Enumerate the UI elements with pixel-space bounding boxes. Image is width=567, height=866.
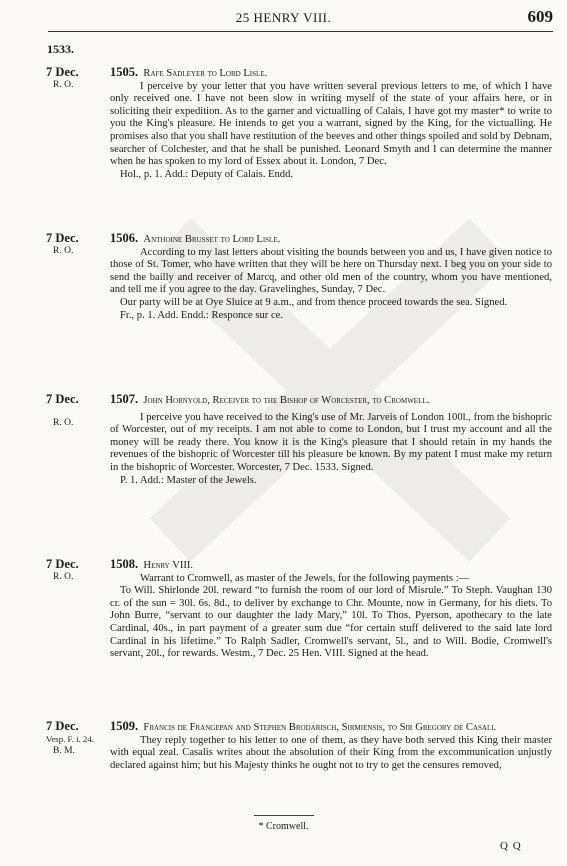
entry-date: 7 Dec. bbox=[46, 719, 79, 733]
entry-margin bbox=[46, 66, 106, 91]
entry-paragraph: They reply together to his letter to one of them, as they have both served this King their master with equal zeal. Casalis writes about the absolution of their King from the excommunication unjustly declared against him; but his Majesty thinks he ought not to try to get the censures removed, bbox=[110, 734, 552, 771]
entry-number: 1507. bbox=[110, 392, 139, 406]
entry-paragraph: Our party will be at Oye Sluice at 9 a.m., and from thence proceed towards the sea. Signed. bbox=[120, 296, 508, 308]
entry-heading bbox=[110, 558, 552, 573]
entry-title: Rafe Sadleyer to Lord Lisle. bbox=[143, 68, 268, 79]
entry-heading bbox=[110, 720, 552, 735]
entry-note: Fr., p. 1. Add. Endd.: Responce sur ce. bbox=[120, 309, 284, 321]
header-rule bbox=[48, 31, 553, 32]
entry-source: Vesp. F. i. 24. bbox=[46, 734, 94, 744]
entry-body bbox=[110, 66, 552, 181]
entry-margin bbox=[46, 232, 106, 257]
entry-body bbox=[110, 720, 552, 772]
entry-paragraph: I perceive by your letter that you have written several previous letters to me, of which I have only received one. I have not been slow in writing myself of the state of your affairs here, or in soliciting their expedition. As to the garner and victualling of Calais, I have got my master* to write to you the King's pleasure. He intends to get you a warrant, signed by the King, for the victualling. He promises also that you shall have restitution of the beeves and other things spoiled and sold by Debnam, searcher of Colchester, and that he shall be punished. Leonard Smyth and I can determine the manner when he has spoken to my lord of Essex about it. London, 7 Dec. bbox=[110, 80, 552, 168]
entry-body bbox=[110, 393, 552, 487]
entry-title: Anthoine Brusset to Lord Lisle. bbox=[143, 234, 281, 245]
page-number: 609 bbox=[527, 7, 553, 26]
entry-title: Francis de Frangepan and Stephen Brodarisch, Sirmiensis, to Sir Gregory de Casali. bbox=[143, 722, 497, 733]
entry-source: R. O. bbox=[53, 572, 74, 582]
entry-body bbox=[110, 232, 552, 322]
footnote: * Cromwell. bbox=[258, 821, 309, 832]
entry-number: 1506. bbox=[110, 231, 139, 245]
entry-date: 7 Dec. bbox=[46, 392, 79, 406]
entry-margin bbox=[46, 558, 106, 583]
entry-source: B. M. bbox=[53, 746, 75, 756]
entry-heading bbox=[110, 393, 552, 408]
entry-paragraph: According to my last letters about visiting the bounds between you and us, I have given notice to those of St. Tomer, who have written that they will be here on Thursday next. I beg you on your side to send the bailly and receiver of Marcq, and other old men of the country, whom you have mentioned, and tell me if you agree to the day. Gravelinghes, Sunday, 7 Dec. bbox=[110, 246, 552, 296]
entry-body bbox=[110, 558, 552, 661]
entry-heading bbox=[110, 232, 552, 247]
footnote-rule bbox=[254, 815, 314, 816]
entry-date: 7 Dec. bbox=[46, 557, 79, 571]
entry-source: R. O. bbox=[53, 80, 74, 90]
entry-date: 7 Dec. bbox=[46, 231, 79, 245]
entry-margin bbox=[46, 393, 106, 429]
entry-number: 1508. bbox=[110, 557, 139, 571]
entry-title: Henry VIII. bbox=[143, 560, 194, 571]
entry-paragraph: To Will. Shirlonde 20l. reward “to furnish the room of our lord of Misrule.” To Steph. Vaughan 130 cr. of the sun = 30l. 6s. 8d., to deliver by exchange to Chr. Mounte, now in Germany, for his diets. To John Burre, “servant to our daughter the lady Mary,” 10l. To Thos. Pyerson, apothecary to the late Cardinal, 40s., in part payment of a greater sum due “for certain stuff delivered to the said late lord Cardinal in his lifetime.” To Ralph Sadler, Cromwell's servant, 5l., and to Will. Bodie, Cromwell's servant, 20l., for rewards. Westm., 7 Dec. 25 Hen. VIII. Signed at the head. bbox=[110, 585, 552, 660]
running-head bbox=[0, 6, 567, 28]
entry-number: 1505. bbox=[110, 65, 139, 79]
entry-paragraph: I perceive you have received to the King's use of Mr. Jarveis of London 100l., from the bishopric of Worcester, out of my receipts. I am not able to come to London, but I trust my account and all the money will be ready there. You know it is the King's pleasure that I should retain in my hands the revenues of the bishopric of Worcester till his pleasure be known. By my patent I must make my return in the bishopric of Worcester. Worcester, 7 Dec. 1533. Signed. bbox=[110, 411, 552, 473]
entry-source: R. O. bbox=[53, 246, 74, 256]
entry-heading bbox=[110, 66, 552, 81]
entry-margin bbox=[46, 720, 106, 757]
entry-note: Hol., p. 1. Add.: Deputy of Calais. Endd. bbox=[120, 168, 294, 180]
running-title: 25 HENRY VIII. bbox=[235, 10, 332, 25]
signature-mark: Q Q bbox=[500, 840, 522, 852]
year-marker: 1533. bbox=[47, 42, 74, 56]
entry-note: P. 1. Add.: Master of the Jewels. bbox=[120, 474, 257, 486]
entry-source: R. O. bbox=[53, 418, 74, 428]
entry-paragraph: Warrant to Cromwell, as master of the Jewels, for the following payments :— bbox=[140, 572, 470, 584]
entry-number: 1509. bbox=[110, 719, 139, 733]
entry-date: 7 Dec. bbox=[46, 65, 79, 79]
entry-title: John Hornyold, Receiver to the Bishop of Worcester, to Cromwell. bbox=[143, 395, 430, 406]
